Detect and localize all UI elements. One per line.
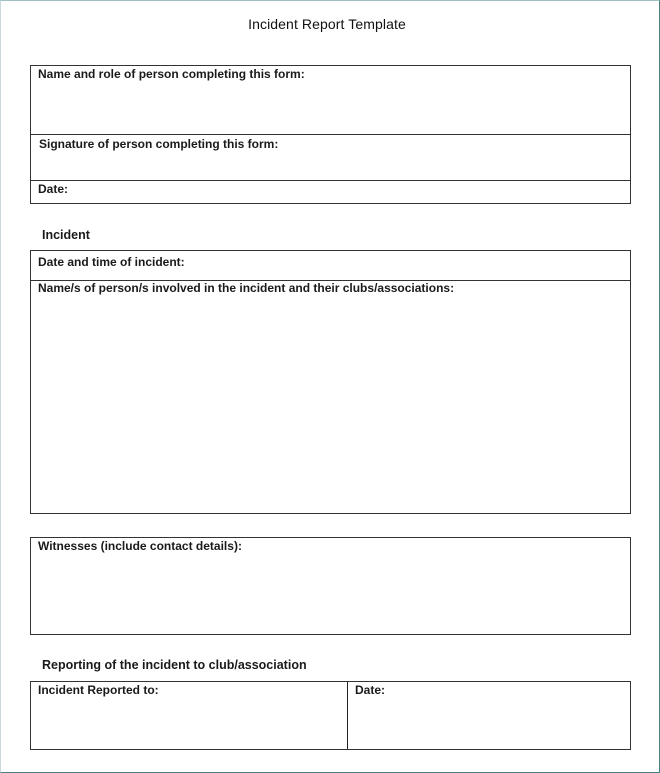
signature-label: Signature of person completing this form: bbox=[39, 137, 279, 151]
witnesses-box bbox=[30, 537, 631, 635]
witnesses-label: Witnesses (include contact details): bbox=[38, 539, 242, 553]
completer-details-box bbox=[30, 65, 631, 204]
name-role-field[interactable] bbox=[31, 66, 630, 134]
witnesses-field[interactable] bbox=[31, 538, 630, 634]
reporting-heading: Reporting of the incident to club/association bbox=[42, 658, 307, 672]
incident-details-box bbox=[30, 250, 631, 514]
reported-to-field[interactable] bbox=[31, 682, 347, 749]
completer-date-field[interactable] bbox=[31, 180, 630, 203]
reporting-date-label: Date: bbox=[355, 683, 386, 697]
persons-involved-field[interactable] bbox=[31, 280, 630, 513]
reporting-box bbox=[30, 681, 631, 750]
completer-date-label: Date: bbox=[38, 182, 69, 196]
signature-field[interactable] bbox=[31, 134, 630, 180]
incident-heading: Incident bbox=[42, 228, 90, 242]
document-title: Incident Report Template bbox=[248, 16, 406, 32]
reported-to-label: Incident Reported to: bbox=[38, 683, 159, 697]
reporting-date-field[interactable] bbox=[347, 682, 630, 749]
date-time-label: Date and time of incident: bbox=[38, 255, 185, 269]
date-time-field[interactable] bbox=[31, 251, 630, 280]
name-role-label: Name and role of person completing this form: bbox=[38, 67, 305, 81]
persons-involved-label: Name/s of person/s involved in the incident and their clubs/associations: bbox=[38, 281, 455, 295]
